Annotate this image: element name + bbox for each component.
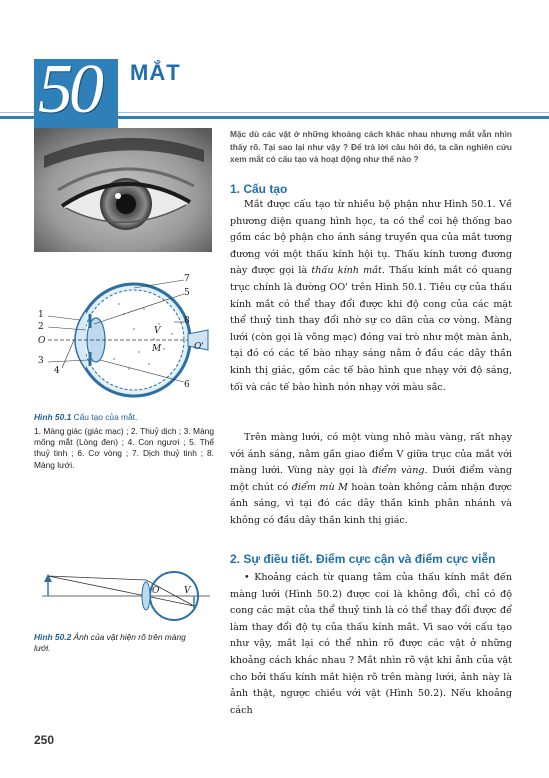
s1p2-part-a: Trên màng lưới, có một vùng nhỏ màu vàng, rất nhạy với ánh sáng, nằm gần giao điểm V giữa trục của mắt với màng lưới. Vùng này gọi là bbox=[230, 432, 512, 477]
page-number: 250 bbox=[34, 733, 55, 747]
eye-structure-diagram bbox=[34, 264, 212, 406]
s1p1-term: thấu kính mắt bbox=[311, 265, 382, 277]
intro-text: Mặc dù các vật ở những khoảng cách khác nhau nhưng mắt vẫn nhìn thấy rõ. Tại sao lại như vậy ? Để trả lời câu hỏi đó, ta cần nghiên cứu xem mắt có cấu tạo và hoạt động như thế nào ? bbox=[230, 129, 512, 165]
section-1-paragraph-1 bbox=[230, 197, 512, 396]
chapter-number: 50 bbox=[38, 51, 100, 128]
section-1-paragraph-2 bbox=[230, 430, 512, 530]
label-M: M bbox=[152, 344, 162, 354]
s2p1-text: • Khoảng cách từ quang tâm của thấu kính mắt đến màng lưới (Hình 50.2) được coi là không đổi, chỉ có độ cong các mặt của thể thuỷ tinh là có thể thay đổi được để làm thay đổi độ tụ của thấu kính mắt. Vì sao với cấu tạo như vậy, mắt lại có thể nhìn rõ được các vật ở những khoảng cách khác nhau ? Mắt nhìn rõ vật khi ảnh của vật cho bởi thấu kính mắt hiện rõ trên màng lưới, ảnh này là ảnh thật, ngược chiều với vật (Hình 50.2). Nếu khoảng cách bbox=[230, 572, 512, 716]
s1p2-part-c: hoàn toàn không cảm nhận được ánh sáng, vì tại đó các dây thần kinh phân nhánh và không có đầu dây thần kinh thị giác. bbox=[230, 481, 512, 526]
section-2-paragraph-1 bbox=[230, 570, 512, 719]
label-8: 8 bbox=[184, 316, 190, 326]
figure-50-2-caption-label: Hình 50.2 bbox=[34, 632, 72, 642]
figure-50-2-caption-text: Ảnh của vật hiện rõ trên màng lưới. bbox=[34, 632, 186, 653]
label-4: 4 bbox=[54, 366, 60, 376]
section-2-heading: 2. Sự điều tiết. Điểm cực cận và điểm cực viễn bbox=[230, 552, 496, 566]
figure-50-1-caption bbox=[34, 412, 214, 423]
label-6: 6 bbox=[184, 380, 190, 390]
label-O: O bbox=[38, 336, 46, 346]
s1p2-term2: điểm mù M bbox=[291, 481, 348, 493]
label-V: V bbox=[154, 326, 161, 336]
s1p2-term: điểm vàng bbox=[372, 465, 425, 477]
label-O-fig2: O bbox=[152, 586, 160, 596]
figure-50-1-caption-label: Hình 50.1 bbox=[34, 412, 72, 422]
s1p1-part-b: . Thấu kính mắt có quang trục chính là đường OO' trên Hình 50.1. Tiêu cự của thấu kính mắt có thể thay đổi được khi độ cong của các mặt thể thuỷ tinh thay đổi nhờ sự co dãn của cơ vòng. Màng lưới (còn gọi là võng mạc) đóng vai trò như một màn ảnh, tại đó có các tế bào nhạy sáng nằm ở đầu các dây thần kinh thị giác, gồm các tế bào hình que nhạy với độ sáng, tối và các tế bào hình nón nhạy với màu sắc. bbox=[230, 265, 512, 393]
label-5: 5 bbox=[184, 288, 190, 298]
eye-photo bbox=[34, 128, 212, 252]
label-2: 2 bbox=[38, 322, 44, 332]
label-V-fig2: V bbox=[184, 586, 191, 596]
eye-photo-image bbox=[34, 128, 212, 252]
s1p1-part-a: Mắt được cấu tạo từ nhiều bộ phận như Hình 50.1. Về phương diện quang hình học, ta có thể coi hệ thống bao gồm các bộ phận cho ánh sáng truyền qua của mắt tương đương với một thấu kính hội tụ. Thấu kính tương đương này được gọi là bbox=[230, 199, 512, 277]
figure-50-2-caption bbox=[34, 632, 204, 654]
label-3: 3 bbox=[38, 356, 44, 366]
label-Oprime: O' bbox=[194, 342, 204, 352]
label-7: 7 bbox=[184, 274, 190, 284]
chapter-title: MẮT bbox=[130, 60, 181, 85]
figure-50-1-caption-text: Cấu tạo của mắt. bbox=[71, 412, 138, 422]
label-1: 1 bbox=[38, 310, 44, 320]
section-1-heading: 1. Cấu tạo bbox=[230, 182, 288, 196]
s1p2-part-b: . Dưới điểm vàng một chút có bbox=[230, 465, 512, 493]
image-formation-diagram bbox=[34, 566, 212, 624]
figure-50-1-legend: 1. Màng giác (giác mạc) ; 2. Thuỷ dịch ; 3. Màng mống mắt (Lòng đen) ; 4. Con ngươi ; 5. Thể thuỷ tinh ; 6. Cơ vòng ; 7. Dịch thuỷ tinh ; 8. Màng lưới. bbox=[34, 426, 214, 470]
